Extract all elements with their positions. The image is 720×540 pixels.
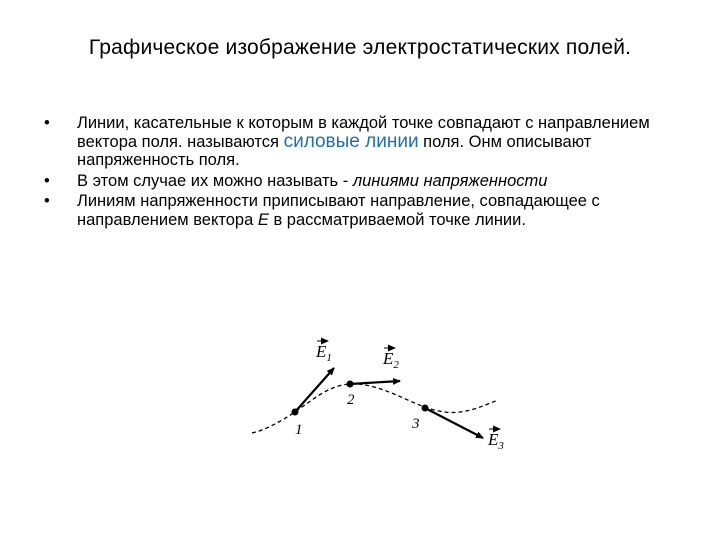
point-2 [347, 381, 354, 388]
bullet-marker: • [44, 192, 50, 210]
bullet-list [44, 114, 684, 231]
point-2-label: 2 [347, 392, 355, 408]
bullet-item-2 [44, 172, 684, 191]
italic-term: линиями напряженности [352, 171, 548, 190]
vector-e2-arrow [350, 381, 400, 384]
point-1-label: 1 [295, 422, 303, 438]
highlight-term: силовые линии [283, 130, 419, 152]
field-line-svg [240, 330, 530, 460]
bullet-text: Линии, касательные к которым в каждой точке совпадают с направлением вектора поля. называются [77, 114, 650, 151]
bullet-text: В этом случае их можно называть - [77, 171, 353, 190]
bullet-marker: • [44, 171, 50, 190]
bullet-text: Линиям напряженности приписывают направление, совпадающее с направлением вектора [77, 192, 600, 229]
slide-title: Графическое изображение электростатических полей. [88, 36, 632, 59]
vector-e3-label: $E_3$ [488, 430, 504, 452]
bullet-text-tail: поля. Онм описывают напряженность поля. [77, 132, 592, 169]
field-line-diagram [240, 330, 530, 460]
bullet-item-3 [44, 192, 684, 229]
vector-e1-label: $E_1$ [316, 342, 332, 364]
point-3 [422, 405, 429, 412]
bullet-item-1 [44, 114, 684, 170]
vector-e2-label: $E_2$ [383, 349, 399, 371]
italic-symbol: E [257, 210, 269, 229]
bullet-marker: • [44, 114, 50, 132]
point-1 [292, 409, 299, 416]
bullet-text-tail: в рассматриваемой точке линии. [268, 210, 526, 229]
point-3-label: 3 [412, 416, 420, 432]
